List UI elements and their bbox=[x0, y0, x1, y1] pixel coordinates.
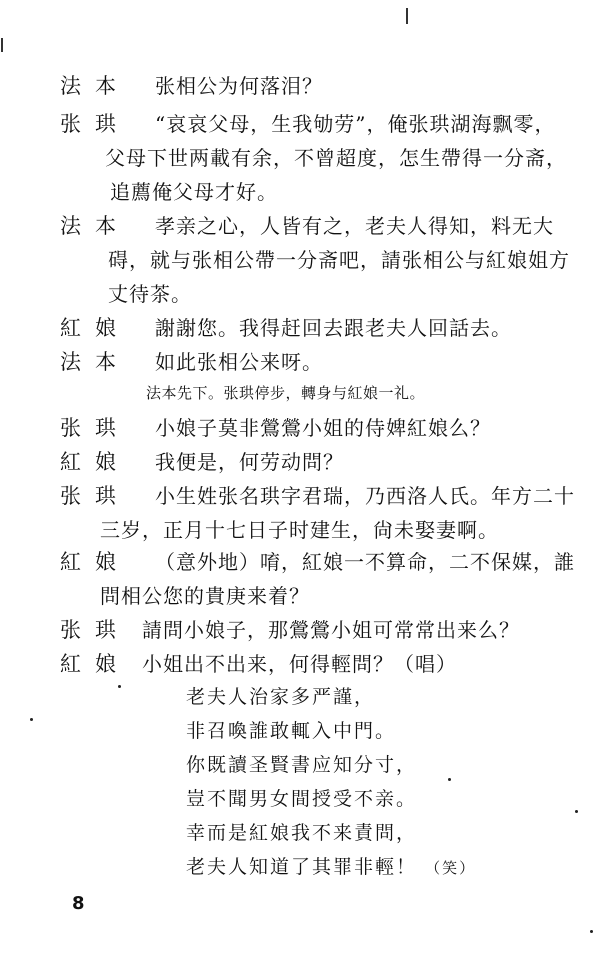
verse-line: 幸而是紅娘我不来責問， bbox=[186, 822, 418, 844]
speaker-name: 法本 bbox=[60, 350, 130, 374]
dialogue-line: 我便是，何劳动問？ bbox=[155, 450, 344, 474]
dialogue-line: 如此张相公来呀。 bbox=[155, 350, 323, 374]
dialogue-line: 小生姓张名珙字君瑞，乃西洛人氏。年方二十 bbox=[155, 484, 575, 508]
dialogue-line: 三岁，正月十七日子时建生，尙未娶妻啊。 bbox=[100, 518, 499, 542]
stage-direction: 法本先下。张珙停步，轉身与紅娘一礼。 bbox=[146, 384, 426, 402]
speaker-name: 张珙 bbox=[60, 618, 130, 642]
verse-line: 你既讀圣賢書应知分寸， bbox=[186, 754, 418, 776]
page-number: 8 bbox=[72, 893, 85, 914]
dialogue-line: 謝謝您。我得赶回去跟老夫人回話去。 bbox=[155, 316, 512, 340]
speaker-name: 法本 bbox=[60, 74, 130, 98]
scan-speck bbox=[448, 778, 451, 781]
dialogue-line: 碍，就与张相公帶一分斋吧，請张相公与紅娘姐方 bbox=[108, 248, 570, 272]
verse-line: 老夫人治家多严謹， bbox=[186, 686, 376, 708]
dialogue-line: （意外地）唷，紅娘一不算命，二不保媒，誰 bbox=[155, 550, 575, 574]
scan-speck bbox=[118, 685, 121, 688]
dialogue-line: 追薦俺父母才好。 bbox=[110, 180, 278, 204]
dialogue-line: 小姐出不出来，何得輕問？（唱） bbox=[142, 652, 457, 676]
speaker-name: 张珙 bbox=[60, 484, 130, 508]
speaker-name: 紅娘 bbox=[60, 652, 130, 676]
verse-note: （笑） bbox=[425, 859, 477, 877]
dialogue-line: 小娘子莫非鶯鶯小姐的侍婢紅娘么？ bbox=[155, 416, 491, 440]
scan-speck bbox=[590, 930, 593, 933]
speaker-name: 紅娘 bbox=[60, 316, 130, 340]
dialogue-line: 問相公您的貴庚来着？ bbox=[100, 584, 310, 608]
speaker-name: 张珙 bbox=[60, 112, 130, 136]
dialogue-line: “哀哀父母，生我劬劳”，俺张珙湖海飘零， bbox=[155, 112, 556, 136]
speaker-name: 法本 bbox=[60, 214, 130, 238]
verse-line: 非召喚誰敢輒入中門。 bbox=[186, 720, 397, 742]
dialogue-line: 孝亲之心，人皆有之，老夫人得知，料无大 bbox=[155, 214, 554, 238]
speaker-name: 紅娘 bbox=[60, 550, 130, 574]
verse-text: 老夫人知道了其罪非輕！ bbox=[186, 856, 418, 878]
speaker-name: 紅娘 bbox=[60, 450, 130, 474]
scan-speck bbox=[30, 718, 33, 721]
scan-edge-mark bbox=[406, 8, 408, 24]
verse-line: 豈不聞男女間授受不亲。 bbox=[186, 788, 418, 810]
dialogue-line: 丈待茶。 bbox=[108, 282, 192, 306]
scan-edge-mark bbox=[1, 38, 3, 52]
dialogue-line: 张相公为何落泪？ bbox=[155, 74, 323, 98]
verse-line bbox=[186, 852, 476, 879]
scan-speck bbox=[575, 810, 578, 813]
dialogue-line: 請問小娘子，那鶯鶯小姐可常常出来么？ bbox=[142, 618, 520, 642]
speaker-name: 张珙 bbox=[60, 416, 130, 440]
dialogue-line: 父母下世两載有余，不曾超度，怎生帶得一分斋， bbox=[105, 146, 567, 170]
